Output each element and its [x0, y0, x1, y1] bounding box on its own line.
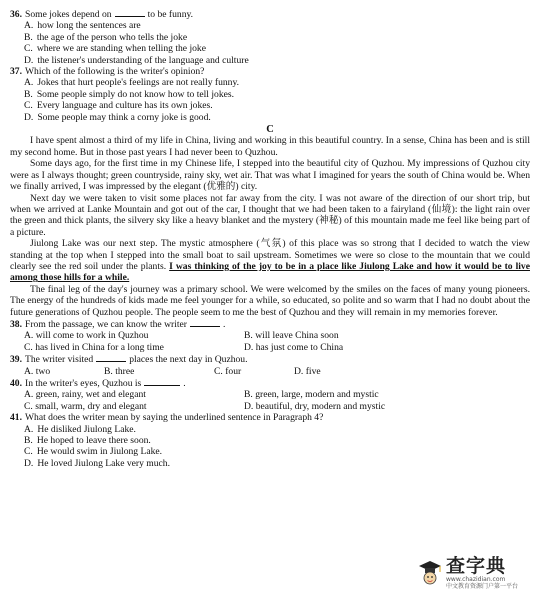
option-text: will leave China soon	[255, 330, 339, 342]
option-text: will come to work in Quzhou	[35, 330, 149, 342]
option-text: green, large, modern and mystic	[255, 389, 379, 401]
section-heading: C	[266, 124, 274, 136]
answer-blank	[144, 377, 180, 386]
options-grid	[10, 330, 530, 353]
option-b	[244, 389, 464, 400]
option-text: He disliked Jiulong Lake.	[37, 423, 136, 435]
option-letter: C.	[24, 446, 33, 458]
option-text: three	[115, 365, 135, 377]
option-text: He would swim in Jiulong Lake.	[36, 446, 163, 458]
question-number: 36.	[10, 9, 22, 20]
option-b	[10, 435, 530, 446]
option-text: the listener's understanding of the language and culture	[37, 54, 249, 66]
option-c	[10, 43, 530, 54]
option-b	[104, 366, 214, 377]
option-letter: C.	[24, 400, 33, 412]
option-d	[244, 342, 464, 353]
stem-text: to be funny.	[147, 9, 194, 20]
passage-paragraph-1: I have spent almost a third of my life in China, living and working in this beautiful country. In a sense, China has been and is still my second home. But in those past years I had never been to Quzhou.	[10, 135, 530, 158]
watermark-tagline: 中文教育资源门户第一平台	[446, 583, 519, 590]
option-letter: D.	[294, 365, 304, 377]
option-letter: C.	[24, 341, 33, 353]
stem-text: .	[222, 318, 226, 330]
option-text: where we are standing when telling the joke	[36, 43, 206, 55]
stem-text: What does the writer mean by saying the underlined sentence in Paragraph 4?	[25, 412, 324, 424]
option-letter: D.	[24, 457, 34, 469]
question-number: 39.	[10, 354, 22, 366]
option-text: Jokes that hurt people's feelings are not really funny.	[37, 77, 240, 89]
watermark-title: 查字典	[446, 555, 507, 577]
question-stem	[10, 377, 530, 389]
watermark-text	[446, 556, 518, 590]
option-d	[244, 401, 464, 412]
passage-paragraph-4	[10, 238, 530, 284]
option-c	[10, 446, 530, 457]
watermark-url: www.chazidian.com	[446, 576, 506, 583]
option-a	[24, 330, 244, 341]
option-letter: D.	[244, 400, 254, 412]
stem-text: Which of the following is the writer's opinion?	[25, 66, 205, 78]
option-letter: A.	[24, 389, 34, 401]
option-letter: B.	[104, 365, 113, 377]
option-letter: D.	[244, 341, 254, 353]
underlined-sentence: I was thinking of the joy to be in a place like Jiulong Lake and how it would be to live among those hills for a while.	[10, 260, 530, 284]
question-number: 38.	[10, 318, 22, 330]
option-d	[294, 366, 374, 377]
option-text: how long the sentences are	[37, 20, 141, 32]
option-text: the age of the person who tells the joke	[36, 31, 188, 43]
option-d	[10, 55, 530, 66]
stem-text: Some jokes depend on	[25, 9, 112, 20]
option-b	[10, 32, 530, 43]
option-text: has just come to China	[255, 341, 344, 353]
watermark-logo	[418, 556, 528, 590]
graduation-cap-icon	[418, 559, 442, 587]
question-37	[10, 66, 530, 123]
option-text: four	[225, 365, 242, 377]
option-letter: C.	[24, 43, 33, 55]
paragraph-text: Jiulong Lake was our next step. The mystic atmosphere (气氛) of this place was so strong that I decided to watch the view standing at the top when I stepped into the small boat to sail upstream. Sometimes we were so close to the mountain that we could clearly see the red soil under the plants.	[10, 238, 530, 272]
option-letter: A.	[24, 365, 34, 377]
question-stem	[10, 412, 530, 423]
passage-paragraph-3: Next day we were taken to visit some places not far away from the city. I was not aware of the direction of our short trip, but when we arrived at Lanke Mountain and got out of the car, I thought that we had been taken to a fairyland (仙境): the light rain over the green and thick plants, the silvery sky like a heavy blanket and the mystery (神秘) of this mountain made me feel like being part of a picture.	[10, 192, 530, 238]
option-letter: A.	[24, 77, 34, 89]
option-a	[10, 20, 530, 31]
option-b	[10, 89, 530, 100]
question-number: 37.	[10, 66, 22, 78]
option-letter: A.	[24, 330, 34, 342]
option-a	[24, 366, 104, 377]
option-c	[24, 401, 244, 412]
answer-blank	[96, 353, 126, 362]
option-letter: B.	[244, 389, 253, 401]
question-36	[10, 8, 530, 66]
option-letter: B.	[24, 88, 33, 100]
option-letter: B.	[24, 435, 33, 447]
option-d	[10, 112, 530, 123]
question-number: 40.	[10, 378, 22, 389]
option-a	[10, 424, 530, 435]
option-text: He loved Jiulong Lake very much.	[37, 457, 171, 469]
question-stem	[10, 66, 530, 77]
option-text: small, warm, dry and elegant	[35, 400, 147, 412]
option-letter: D.	[24, 111, 34, 123]
option-letter: D.	[24, 54, 34, 66]
option-text: beautiful, dry, modern and mystic	[255, 400, 386, 412]
option-letter: C.	[24, 100, 33, 112]
answer-blank	[190, 318, 220, 327]
option-d	[10, 458, 530, 469]
option-text: two	[35, 365, 51, 377]
question-39	[10, 353, 530, 377]
question-stem	[10, 318, 530, 330]
passage-paragraph-5: The final leg of the day's journey was a primary school. We were welcomed by the smiles on the faces of many young pioneers. The energy of the hundreds of kids made me feel younger for a while, so educated, so polite and so warm that I had no doubt about the future generations of Quzhou people. The people seem to me the best of Quzhou and they will remain in my memories forever.	[10, 283, 530, 318]
option-text: five	[305, 365, 321, 377]
option-letter: B.	[24, 31, 33, 43]
option-text: Some people simply do not know how to tell jokes.	[36, 88, 235, 100]
stem-text: In the writer's eyes, Quzhou is	[25, 378, 142, 389]
option-a	[10, 77, 530, 88]
option-text: has lived in China for a long time	[35, 341, 164, 353]
option-c	[10, 100, 530, 111]
question-38	[10, 318, 530, 353]
option-b	[244, 330, 464, 341]
stem-text: From the passage, we can know the writer	[25, 318, 187, 330]
option-text: Every language and culture has its own jokes.	[36, 100, 213, 112]
option-text: green, rainy, wet and elegant	[35, 389, 146, 401]
question-number: 41.	[10, 412, 22, 424]
option-a	[24, 389, 244, 400]
question-40	[10, 377, 530, 412]
option-letter: A.	[24, 20, 34, 32]
answer-blank	[115, 8, 145, 17]
stem-text: .	[183, 378, 186, 389]
passage-paragraph-2: Some days ago, for the first time in my Chinese life, I stepped into the beautiful city of Quzhou. My impressions of Quzhou city were as I always thought; green countryside, rainy sky, wet air. That was what I imagined for years the south of China would be. When we finally arrived, I was impressed by the elegant (优雅的) city.	[10, 158, 530, 193]
option-text: Some people may think a corny joke is good.	[37, 111, 211, 123]
question-stem	[10, 353, 530, 365]
option-text: He hoped to leave there soon.	[36, 435, 151, 447]
option-c	[214, 366, 294, 377]
option-letter: B.	[244, 330, 253, 342]
question-stem	[10, 8, 530, 20]
options-grid	[10, 389, 530, 412]
options-grid	[10, 366, 530, 377]
stem-text: places the next day in Quzhou.	[129, 354, 248, 366]
option-c	[24, 342, 244, 353]
option-letter: C.	[214, 365, 223, 377]
stem-text: The writer visited	[25, 354, 94, 366]
question-41	[10, 412, 530, 469]
option-letter: A.	[24, 423, 34, 435]
